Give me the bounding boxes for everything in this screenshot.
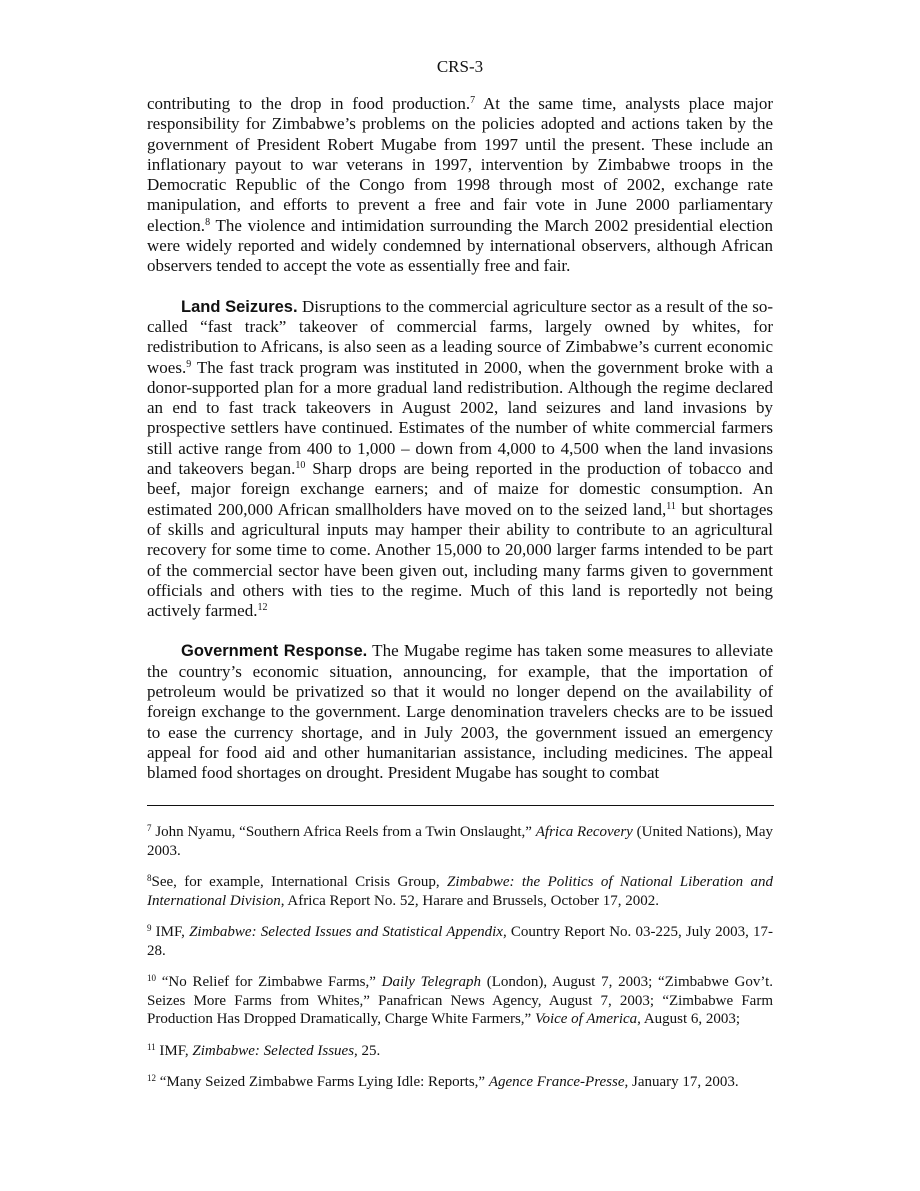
footnote-separator bbox=[147, 805, 774, 806]
footnote-ref-12: 12 bbox=[257, 602, 268, 614]
footnote-text: IMF, bbox=[155, 1042, 193, 1059]
footnote-11 bbox=[147, 1042, 773, 1061]
footnote-italic: Voice of America bbox=[534, 1011, 638, 1027]
footnote-text: “Many Seized Zimbabwe Farms Lying Idle: Reports,” bbox=[156, 1074, 489, 1090]
footnote-number: 8 bbox=[147, 873, 152, 883]
section-heading-government-response: Government Response. bbox=[181, 642, 368, 661]
body-text bbox=[147, 94, 773, 804]
section-heading-land-seizures: Land Seizures. bbox=[181, 297, 298, 316]
paragraph-text: Sharp drops are being reported in the production of tobacco and beef, major foreign exchange earners; and of maize for domestic consumption. An estimated 200,000 African smallholders have moved on to the seized land, bbox=[147, 459, 773, 519]
footnote-number: 10 bbox=[147, 973, 156, 983]
footnote-9 bbox=[147, 923, 773, 960]
footnote-text: , August 6, 2003; bbox=[637, 1011, 741, 1027]
footnote-8 bbox=[147, 873, 773, 910]
footnote-number: 7 bbox=[147, 823, 152, 833]
footnote-italic: Zimbabwe: Selected Issues bbox=[192, 1042, 355, 1059]
paragraph-text: contributing to the drop in food production. bbox=[147, 94, 471, 113]
paragraph-text: The Mugabe regime has taken some measures to alleviate the country’s economic situation, announcing, for example, that the importation of petroleum would be privatized so that it would no longer depend on the availability of foreign exchange to the government. Large denomination travelers checks are to be issued to ease the currency shortage, and in July 2003, the government issued an emergency appeal for food aid and other humanitarian assistance, including medicines. The appeal blamed food shortages on drought. President Mugabe has sought to combat bbox=[147, 641, 774, 783]
footnote-ref-7: 7 bbox=[470, 95, 476, 106]
paragraph-intro bbox=[147, 94, 773, 277]
footnote-text: , January 17, 2003. bbox=[624, 1074, 739, 1090]
footnote-text: , 25. bbox=[354, 1042, 381, 1059]
paragraph-text: Disruptions to the commercial agriculture sector as a result of the so-called “fast track” takeover of commercial farms, largely owned by whites, for redistribution to Africans, is also seen as a leading source of Zimbabwe’s current economic woes. bbox=[147, 296, 774, 377]
footnote-italic: Zimbabwe: the Politics of National Liberation and International Division bbox=[147, 874, 773, 909]
page-header: CRS-3 bbox=[436, 57, 484, 76]
footnote-ref-11: 11 bbox=[666, 500, 676, 512]
paragraph-text: The fast track program was instituted in 2000, when the government broke with a donor-supported plan for a more gradual land redistribution. Although the regime declared an end to fast track takeovers in August 2002, land seizures and land invasions by prospective settlers have continued. Estimates of the number of white commercial farmers still active range from 400 to 1,000 – down from 4,000 to 4,500 when the land invasions and takeovers began. bbox=[147, 357, 773, 479]
footnote-italic: Agence France-Presse bbox=[488, 1074, 625, 1090]
footnote-number: 11 bbox=[147, 1041, 156, 1052]
paragraph-text: The violence and intimidation surrounding the March 2002 presidential election were widely reported and widely condemned by international observers, although African observers tended to accept the vote as essentially free and fair. bbox=[147, 215, 773, 276]
footnote-number: 12 bbox=[147, 1073, 156, 1083]
footnote-text: See, for example, International Crisis Group, bbox=[151, 874, 447, 890]
footnote-10 bbox=[147, 973, 773, 1029]
footnote-ref-9: 9 bbox=[186, 358, 192, 370]
footnote-text: John Nyamu, “Southern Africa Reels from a Twin Onslaught,” bbox=[151, 824, 536, 840]
footnote-number: 9 bbox=[147, 923, 152, 933]
footnote-7 bbox=[147, 823, 773, 860]
footnote-text: (United Nations), May 2003. bbox=[147, 824, 773, 859]
footnote-12 bbox=[147, 1073, 773, 1092]
footnote-ref-10: 10 bbox=[295, 460, 306, 472]
paragraph-text: but shortages of skills and agricultural inputs may hamper their ability to contribute to an agricultural recovery for some time to come. Another 15,000 to 20,000 larger farms intended to be part of the commercial sector have been given out, including many farms given to government officials and others with ties to the regime. Much of this land is reportedly not being actively farmed. bbox=[147, 499, 773, 621]
footnote-text: (London), August 7, 2003; “Zimbabwe Gov’t. Seizes More Farms from Whites,” Panafrican News Agency, August 7, 2003; “Zimbabwe Farm Production Has Dropped Dramatically, Charge White Farmers,” bbox=[147, 974, 773, 1027]
paragraph-land-seizures bbox=[147, 297, 773, 622]
paragraph-government-response bbox=[147, 641, 773, 783]
footnote-italic: Daily Telegraph bbox=[381, 974, 481, 990]
footnotes bbox=[147, 823, 773, 1105]
footnote-text: “No Relief for Zimbabwe Farms,” bbox=[156, 974, 382, 990]
footnote-italic: Africa Recovery bbox=[535, 824, 633, 840]
footnote-italic: Zimbabwe: Selected Issues and Statistical Appendix bbox=[189, 924, 503, 940]
footnote-text: IMF, bbox=[151, 924, 190, 940]
footnote-text: , Africa Report No. 52, Harare and Brussels, October 17, 2002. bbox=[280, 892, 659, 909]
footnote-text: , Country Report No. 03-225, July 2003, 17-28. bbox=[147, 924, 773, 959]
paragraph-text: At the same time, analysts place major responsibility for Zimbabwe’s problems on the policies adopted and actions taken by the government of President Robert Mugabe from 1997 until the present. These include an inflationary payout to war veterans in 1997, intervention by Zimbabwe troops in the Democratic Republic of the Congo from 1998 through most of 2002, exchange rate manipulation, and efforts to prevent a free and fair vote in June 2000 parliamentary election. bbox=[147, 94, 773, 235]
footnote-ref-8: 8 bbox=[205, 216, 211, 228]
